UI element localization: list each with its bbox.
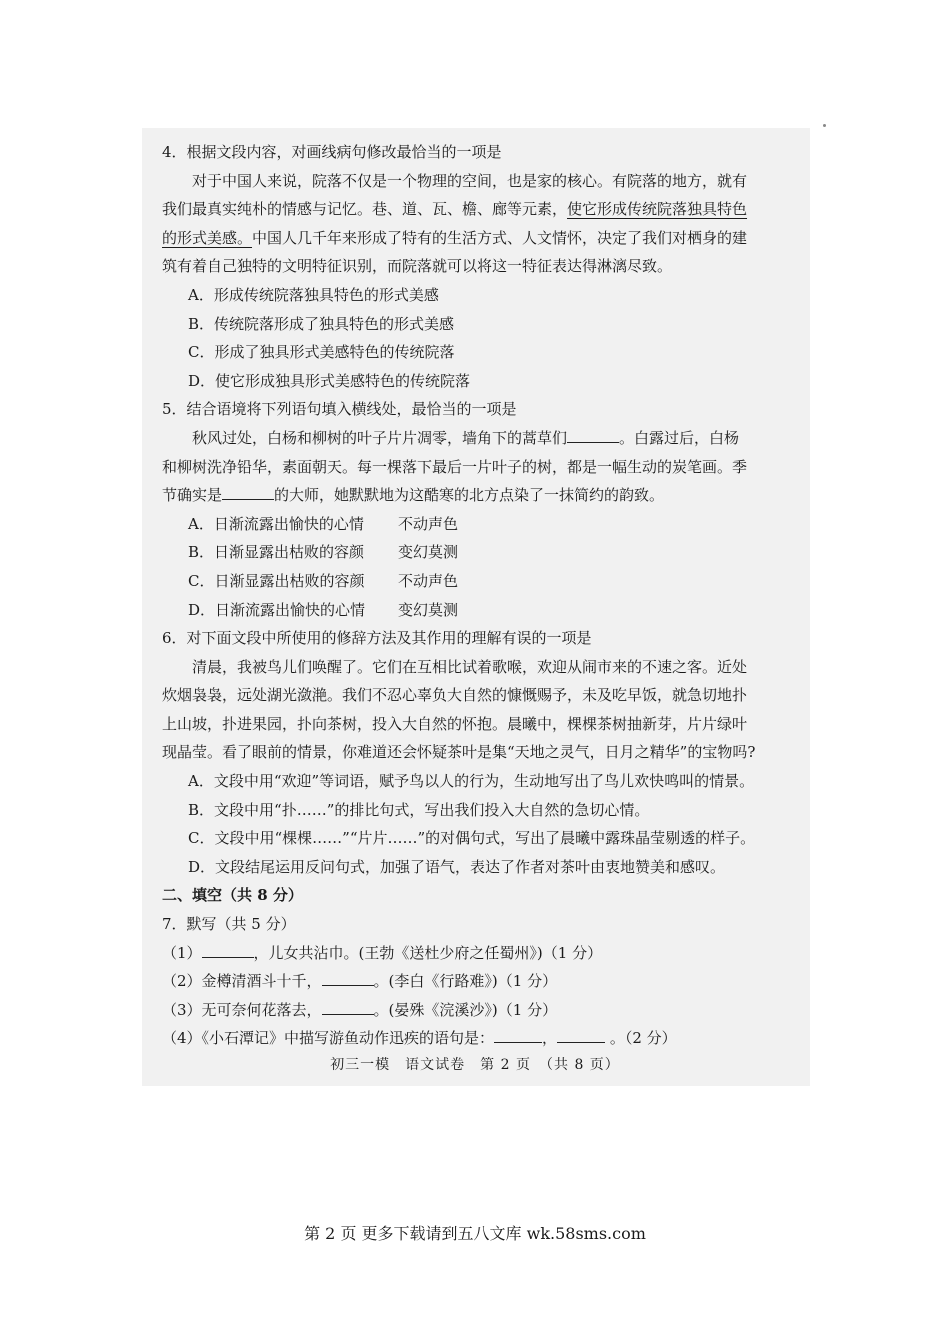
q6-para-line-4: 现晶莹。看了眼前的情景，你难道还会怀疑茶叶是集“天地之灵气，日月之精华”的宝物吗? (162, 743, 756, 762)
q7-stem: 7．默写（共 5 分） (162, 915, 296, 934)
q4-underlined-sentence-end: 的形式美感。 (162, 228, 253, 247)
q7-1-blank (202, 943, 254, 958)
q6-para-line-2: 炊烟袅袅，远处湖光潋滟。我们不忍心辜负大自然的慷慨赐予，未及吃早饭，就急切地扑 (162, 686, 748, 705)
q5-blank-1 (567, 428, 619, 443)
q4-option-b: B．传统院落形成了独具特色的形式美感 (188, 314, 455, 333)
q5-option-a: A．日渐流露出愉快的心情 不动声色 (188, 514, 459, 533)
q6-stem: 6．对下面文段中所使用的修辞方法及其作用的理解有误的一项是 (162, 629, 592, 648)
site-footer: 第 2 页 更多下载请到五八文库 wk.58sms.com (304, 1224, 646, 1243)
q4-option-d: D．使它形成独具形式美感特色的传统院落 (188, 371, 471, 390)
q5-blank-2 (222, 485, 274, 500)
q6-para-line-3: 上山坡，扑进果园，扑向茶树，投入大自然的怀抱。晨曦中，棵棵茶树抽新芽，片片绿叶 (162, 714, 748, 733)
q6-option-b: B．文段中用“扑……”的排比句式，写出我们投入大自然的急切心情。 (188, 800, 650, 819)
q7-item-1: （1） ，儿女共沾巾。(王勃《送杜少府之任蜀州》)（1 分） (162, 943, 603, 962)
q4-para-line-4: 筑有着自己独特的文明特征识别，而院落就可以将这一特征表达得淋漓尽致。 (162, 257, 673, 276)
q6-option-d: D．文段结尾运用反问句式，加强了语气，表达了作者对茶叶由衷地赞美和感叹。 (188, 857, 726, 876)
q5-para-line-2: 和柳树洗净铅华，素面朝天。每一棵落下最后一片叶子的树，都是一幅生动的炭笔画。季 (162, 457, 748, 476)
q4-para-line-1: 对于中国人来说，院落不仅是一个物理的空间，也是家的核心。有院落的地方，就有 (192, 171, 748, 190)
q7-item-4: （4）《小石潭记》中描写游鱼动作迅疾的语句是： ， 。（2 分） (162, 1029, 677, 1048)
q7-2-blank (322, 971, 374, 986)
q4-stem: 4．根据文段内容，对画线病句修改最恰当的一项是 (162, 143, 502, 161)
exam-page-footer: 初三一模 语文试卷 第 2 页 （共 8 页） (330, 1057, 620, 1073)
q5-option-c: C．日渐显露出枯败的容颜 不动声色 (188, 571, 459, 590)
q6-option-c: C．文段中用“棵棵……”“片片……”的对偶句式，写出了晨曦中露珠晶莹剔透的样子。 (188, 829, 756, 848)
q4-underlined-sentence: 使它形成传统院落独具特色 (567, 200, 748, 219)
scan-speck (823, 124, 826, 127)
q4-option-c: C．形成了独具形式美感特色的传统院落 (188, 343, 455, 362)
q7-4-blank-1 (494, 1028, 542, 1043)
q5-option-b: B．日渐显露出枯败的容颜 变幻莫测 (188, 543, 459, 562)
q4-para-line-3: 的形式美感。中国人几千年来形成了特有的生活方式、人文情怀，决定了我们对栖身的建 (162, 228, 748, 247)
q5-para-line-3: 节确实是 的大师，她默默地为这酷寒的北方点染了一抹简约的韵致。 (162, 486, 665, 505)
exam-content (162, 138, 802, 1053)
q7-item-3: （3）无可奈何花落去， 。(晏殊《浣溪沙》)（1 分） (162, 1000, 558, 1019)
q5-para-line-1: 秋风过处，白杨和柳树的叶子片片凋零，墙角下的蒿草们 。白露过后，白杨 (192, 428, 740, 447)
q7-4-blank-2 (557, 1028, 605, 1043)
q4-para-line-2: 我们最真实纯朴的情感与记忆。巷、道、瓦、檐、廊等元素，使它形成传统院落独具特色 (162, 200, 748, 219)
q7-3-blank (322, 1000, 374, 1015)
q7-item-2: （2）金樽清酒斗十千， 。(李白《行路难》)（1 分） (162, 972, 558, 991)
q6-option-a: A．文段中用“欢迎”等词语，赋予鸟以人的行为，生动地写出了鸟儿欢快鸣叫的情景。 (188, 772, 755, 791)
q4-option-a: A．形成传统院落独具特色的形式美感 (188, 285, 439, 304)
q6-para-line-1: 清晨，我被鸟儿们唤醒了。它们在互相比试着歌喉，欢迎从闹市来的不速之客。近处 (192, 657, 748, 676)
q5-stem: 5．结合语境将下列语句填入横线处，最恰当的一项是 (162, 400, 517, 419)
section-2-heading: 二、填空（共 8 分） (162, 886, 303, 905)
q5-option-d: D．日渐流露出愉快的心情 变幻莫测 (188, 600, 459, 619)
